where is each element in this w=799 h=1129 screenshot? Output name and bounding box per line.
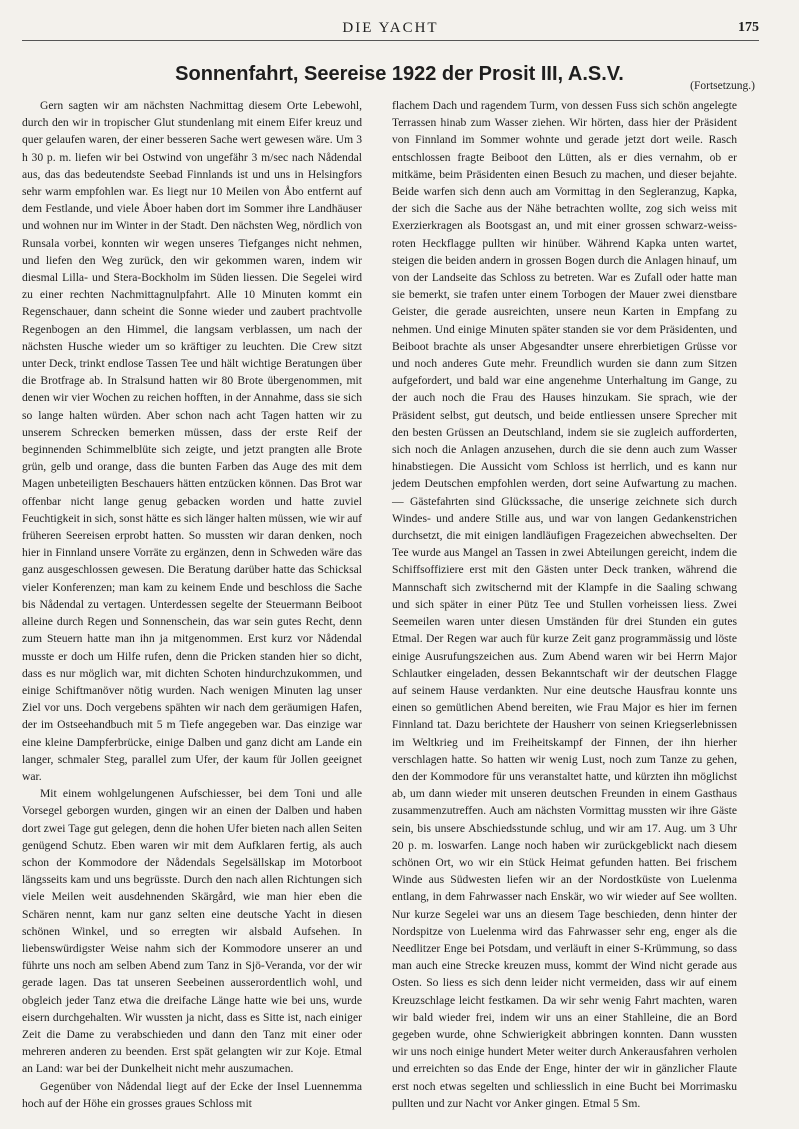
paragraph: Gegenüber von Nådendal liegt auf der Ecke der Insel Luennemma hoch auf der Höhe ein grosses graues Schloss mit — [22, 1079, 362, 1110]
paragraph: Mit einem wohlgelungenen Aufschiesser, bei dem Toni und alle Vorsegel geborgen wurden, gingen wir an einen der Dalben und haben dort zwei Tage gut gelegen, denn die hohen Ufer bieten nach allen Seiten genügend Schutz. Eben waren wir mit dem Aufklaren fertig, als auch schon der Kommodore der Nådendals Segelsällskap im Motorboot längsseits kam und uns begrüsste. Durch den nach allen Richtungen sich viele Meilen weit ausdehnenden Skärgård, wie man hier eben die Schären nennt, kam nur ganz selten eine deutsche Yacht in diesen schönen Winkel, und so erregten wir alsbald Aufsehen. In liebenswürdigster Weise nahm sich der Kommodore unserer an und führte uns noch am selben Abend zum Tanz in Sjö-Veranda, vor der wir gerade lagen. Das tat unseren Seebeinen ausserordentlich wohl, und obgleich jeder Tanz etwa die dreifache Länge hatte wie bei uns, wurde eisern durchgehalten. Wir wussten ja nicht, dass es Sitte ist, nach einiger Zeit die Dame zu verabschieden und dann den Tanz mit einer oder mehreren anderen zu beenden. Erst spät gelangten wir zur Koje. Etmal an Land: war bei der Dunkelheit nicht mehr auszumachen. — [22, 787, 362, 1076]
article-title: Sonnenfahrt, Seereise 1922 der Prosit III, A.S.V. — [175, 63, 624, 85]
header-rule — [22, 40, 759, 41]
right-column — [392, 97, 737, 1110]
continued-note: (Fortsetzung.) — [690, 80, 755, 92]
left-column — [22, 97, 363, 1110]
running-header — [22, 20, 759, 42]
journal-title: DIE YACHT — [342, 20, 439, 36]
page-number: 175 — [738, 20, 759, 35]
paragraph: flachem Dach und ragendem Turm, von dessen Fuss sich schön angelegte Terrassen hinab zum Wasser ziehen. Wir hörten, dass hier der Präsident von Finnland im Sommer wohnte und gerade jetzt dort weile. Rasch entschlossen fragte Beiboot den Lütten, als er dies vernahm, ob er mitkäme, beim Präsidenten einen Besuch zu machen, und dieser bejahte. Beide warfen sich denn auch am Vormittag in den Segleranzug, Kapka, der sich die Sache aus der Nähe betrachten wollte, zog sich weiss mit Exerzierkragen als Bootsgast an, und mit einer grossen schwarz-weiss-roten Heckflagge pullten wir hinüber. Während Kapka unten wartet, steigen die beiden andern in grossen Bogen durch die Anlagen hinauf, um von der Landseite das Schloss zu betreten. War es Zufall oder hatte man sie bemerkt, sie trafen unter einem Torbogen der Mauer zwei dienstbare Geister, die gerade ausreichten, unsere neun Karten in Empfang zu nehmen. Und einige Minuten später standen sie vor dem Präsidenten, und Beiboot brachte als unser Abgesandter unsere ehrerbietigen Grüsse vor und noch anderes Gute mehr. Freundlich wurden sie dann zum Sitzen aufgefordert, und bald war eine angenehme Unterhaltung im Gange, zu der auch noch die Frau des Hauses hinzukam. Sie sprach, wie der Präsident selbst, gut deutsch, und beide entliessen unsere Sprecher mit den besten Grüssen an Deutschland, indem sie sie zugleich aufforderten, sich noch die Anlagen anzusehen, durch die sie denn auch zum Wasser hinabstiegen. Die Aussicht vom Schloss ist herrlich, und es kann nur jedem Deutschen empfohlen werden, dort seine Aufwartung zu machen. — Gästefahrten sind Glückssache, die unserige zeichnete sich durch Windes- und andere Stille aus, und war von langen Gedankenstrichen durchsetzt, die mit einigen landläufigen Fragezeichen abwechselten. Der Tee wurde aus Mangel an Tassen in zwei Abteilungen gereicht, indem die Schiffsoffiziere erst mit den Gästen unter Deck tranken, während die Mannschaft sich zwitschernd mit der Klampfe in die Saaling schwang und sich später in einer Pütz Tee und Stullen vorheissen liess. Zwei Seemeilen waren unter diesen Umständen für drei Stunden ein gutes Etmal. Der Regen war auch für kurze Zeit ganz programmässig und löste einige Ausrufungszeichen aus. Zum Abend waren wir bei Herrn Major Schlautker eingeladen, dessen Bekanntschaft wir der deutschen Flagge auf seinem Hause verdankten. Nur eine deutsche Hausfrau konnte uns einen so gemütlichen Abend bereiten, wie Frau Major es hier im fernen Finnland tat. Dazu berichtete der Hausherr von seinen Kriegserlebnissen im Weltkrieg und im Freiheitskampf der Finnen, der ihn hierher verschlagen hatte. So hatten wir wenig Lust, noch zum Tanze zu gehen, den der Kommodore für uns veranstaltet hatte, und kürzten ihn möglichst ab, um dann wieder mit unseren deutschen Freunden in einem Gasthaus zusammenzutreffen. Auch am nächsten Vormittag mussten wir ihre Gäste sein, bis unsere Abschiedsstunde schlug, und wir am 17. Aug. um 3 Uhr 20 p. m. loswarfen. Lange noch haben wir zurückgeblickt nach diesem schönen Ort, wo wir ein Stück Heimat gefunden hatten. Bei frischem Winde aus Südwesten liefen wir an der Nordostküste von Luelenma entlang, in dem Fahrwasser nach Enskär, wo wir wieder auf See wollten. Nur kurze Segelei war uns an diesem Tage beschieden, denn hinter der Nordspitze von Luelenma wird das Fahrwasser sehr eng, enger als die Needlitzer Enge bei Potsdam, und verläuft in einer S-Krümmung, so dass man auch eine Strecke kreuzen muss, kommt der Wind nicht gerade aus Osten. So liess es sich denn leider nicht vermeiden, dass wir auf einem Kreuzschlage leicht festkamen. Da wir sehr wenig Fahrt machten, waren wir bald wieder frei, indem wir uns an einer Stahlleine, die an Bord gegeben wurde, ohne Schwierigkeit abbringen konnten. Dann wussten wir uns noch einige hundert Meter weiter durch Ankerausfahren verholen und erreichten so das Ende der Enge, hinter der wir in gänzlicher Flaute erst noch etwas segelten und schliesslich in eine Bucht bei Morrimasku pullten und zur Nacht vor Anker gingen. Etmal 5 Sm. — [392, 99, 737, 1110]
paragraph: Gern sagten wir am nächsten Nachmittag diesem Orte Lebewohl, durch den wir in tropischer Glut stundenlang mit einem Eifer kreuz und quer gelaufen waren, der einer besseren Sache wert gewesen wäre. Um 3 h 30 p. m. liefen wir bei Ostwind von ungefähr 3 m/sec nach Nådendal aus, das das bedeutendste Seebad Finnlands ist und uns in Helsingfors sehr warm empfohlen war. Es liegt nur 10 Meilen von Åbo entfernt auf dem Festlande, und viele Åboer haben dort im Sommer ihre Landhäuser und wohnen nur im Winter in der Stadt. Den nächsten Weg, nördlich von Runsala vorbei, konnten wir wegen unseres Tiefganges nicht nehmen, und liefen den Weg zurück, den wir gekommen waren, indem wir diesmal Lilla- und Stera-Bockholm im Süden liessen. Die Segelei wird zu einer rechten Nachmittagnulpfahrt. Alle 10 Minuten kommt ein Regenschauer, dann scheint die Sonne wieder und zaubert prachtvolle Regenbogen an den Himmel, die langsam verblassen, um nach der nächsten Husche wieder um so kräftiger zu leuchten. Die Crew sitzt unter Deck, trinkt endlose Tassen Tee und hält wichtige Beratungen über die Brotfrage ab. In Stralsund hatten wir 80 Brote übergenommen, mit denen wir vier Wochen zu reichen hofften, in der Annahme, dass sie sich so lange halten würden. Aber schon nach acht Tagen hatten wir zu unserem Schrecken bemerken müssen, dass der erste Reif der beginnenden Schimmelblüte sich zeigte, und jetzt prangten alle Brote grün, gelb und orange, dass die bunten Farben das Auge des mit dem Magen unbeteiligten Beschauers hätten entzücken können. Das Brot war offenbar nicht lange genug gebacken worden und hatte zuviel Feuchtigkeit in sich, sonst hätte es sich länger halten müssen, wie wir auf früheren Seereisen erprobt hatten. So mussten wir daran denken, noch hier in Finnland unsere Vorräte zu ergänzen, denn in Schweden wäre das ganz ausgeschlossen gewesen. Die Beratung darüber hatte das Schicksal vieler Konferenzen; man kam zu keinem Ende und beschloss die Sache bis Nådendal zu vertagen. Unterdessen segelte der Steuermann Beiboot alleine durch Regen und Sonnenschein, das war sein gutes Recht, denn zum Steuern hatte man ihn ja mitgenommen. Erst kurz vor Nådendal musste er doch um Hilfe rufen, denn die Pricken standen hier so dicht, dass es nur möglich war, mit dichten Schoten hindurchzukommen, und einige Schiftmanöver nötig wurden. Nach wenigen Minuten lag unser Ziel vor uns. Doch vergebens spähten wir nach dem geräumigen Hafen, der im Ostseehandbuch mit 5 m Tiefe angegeben war. Das einzige war eine kleine Dampferbrücke, einige Dalben und ganz dicht am Lande ein langer, schmaler Steg, parallel zum Ufer, der kaum für Jollen geeignet war. — [22, 99, 363, 783]
